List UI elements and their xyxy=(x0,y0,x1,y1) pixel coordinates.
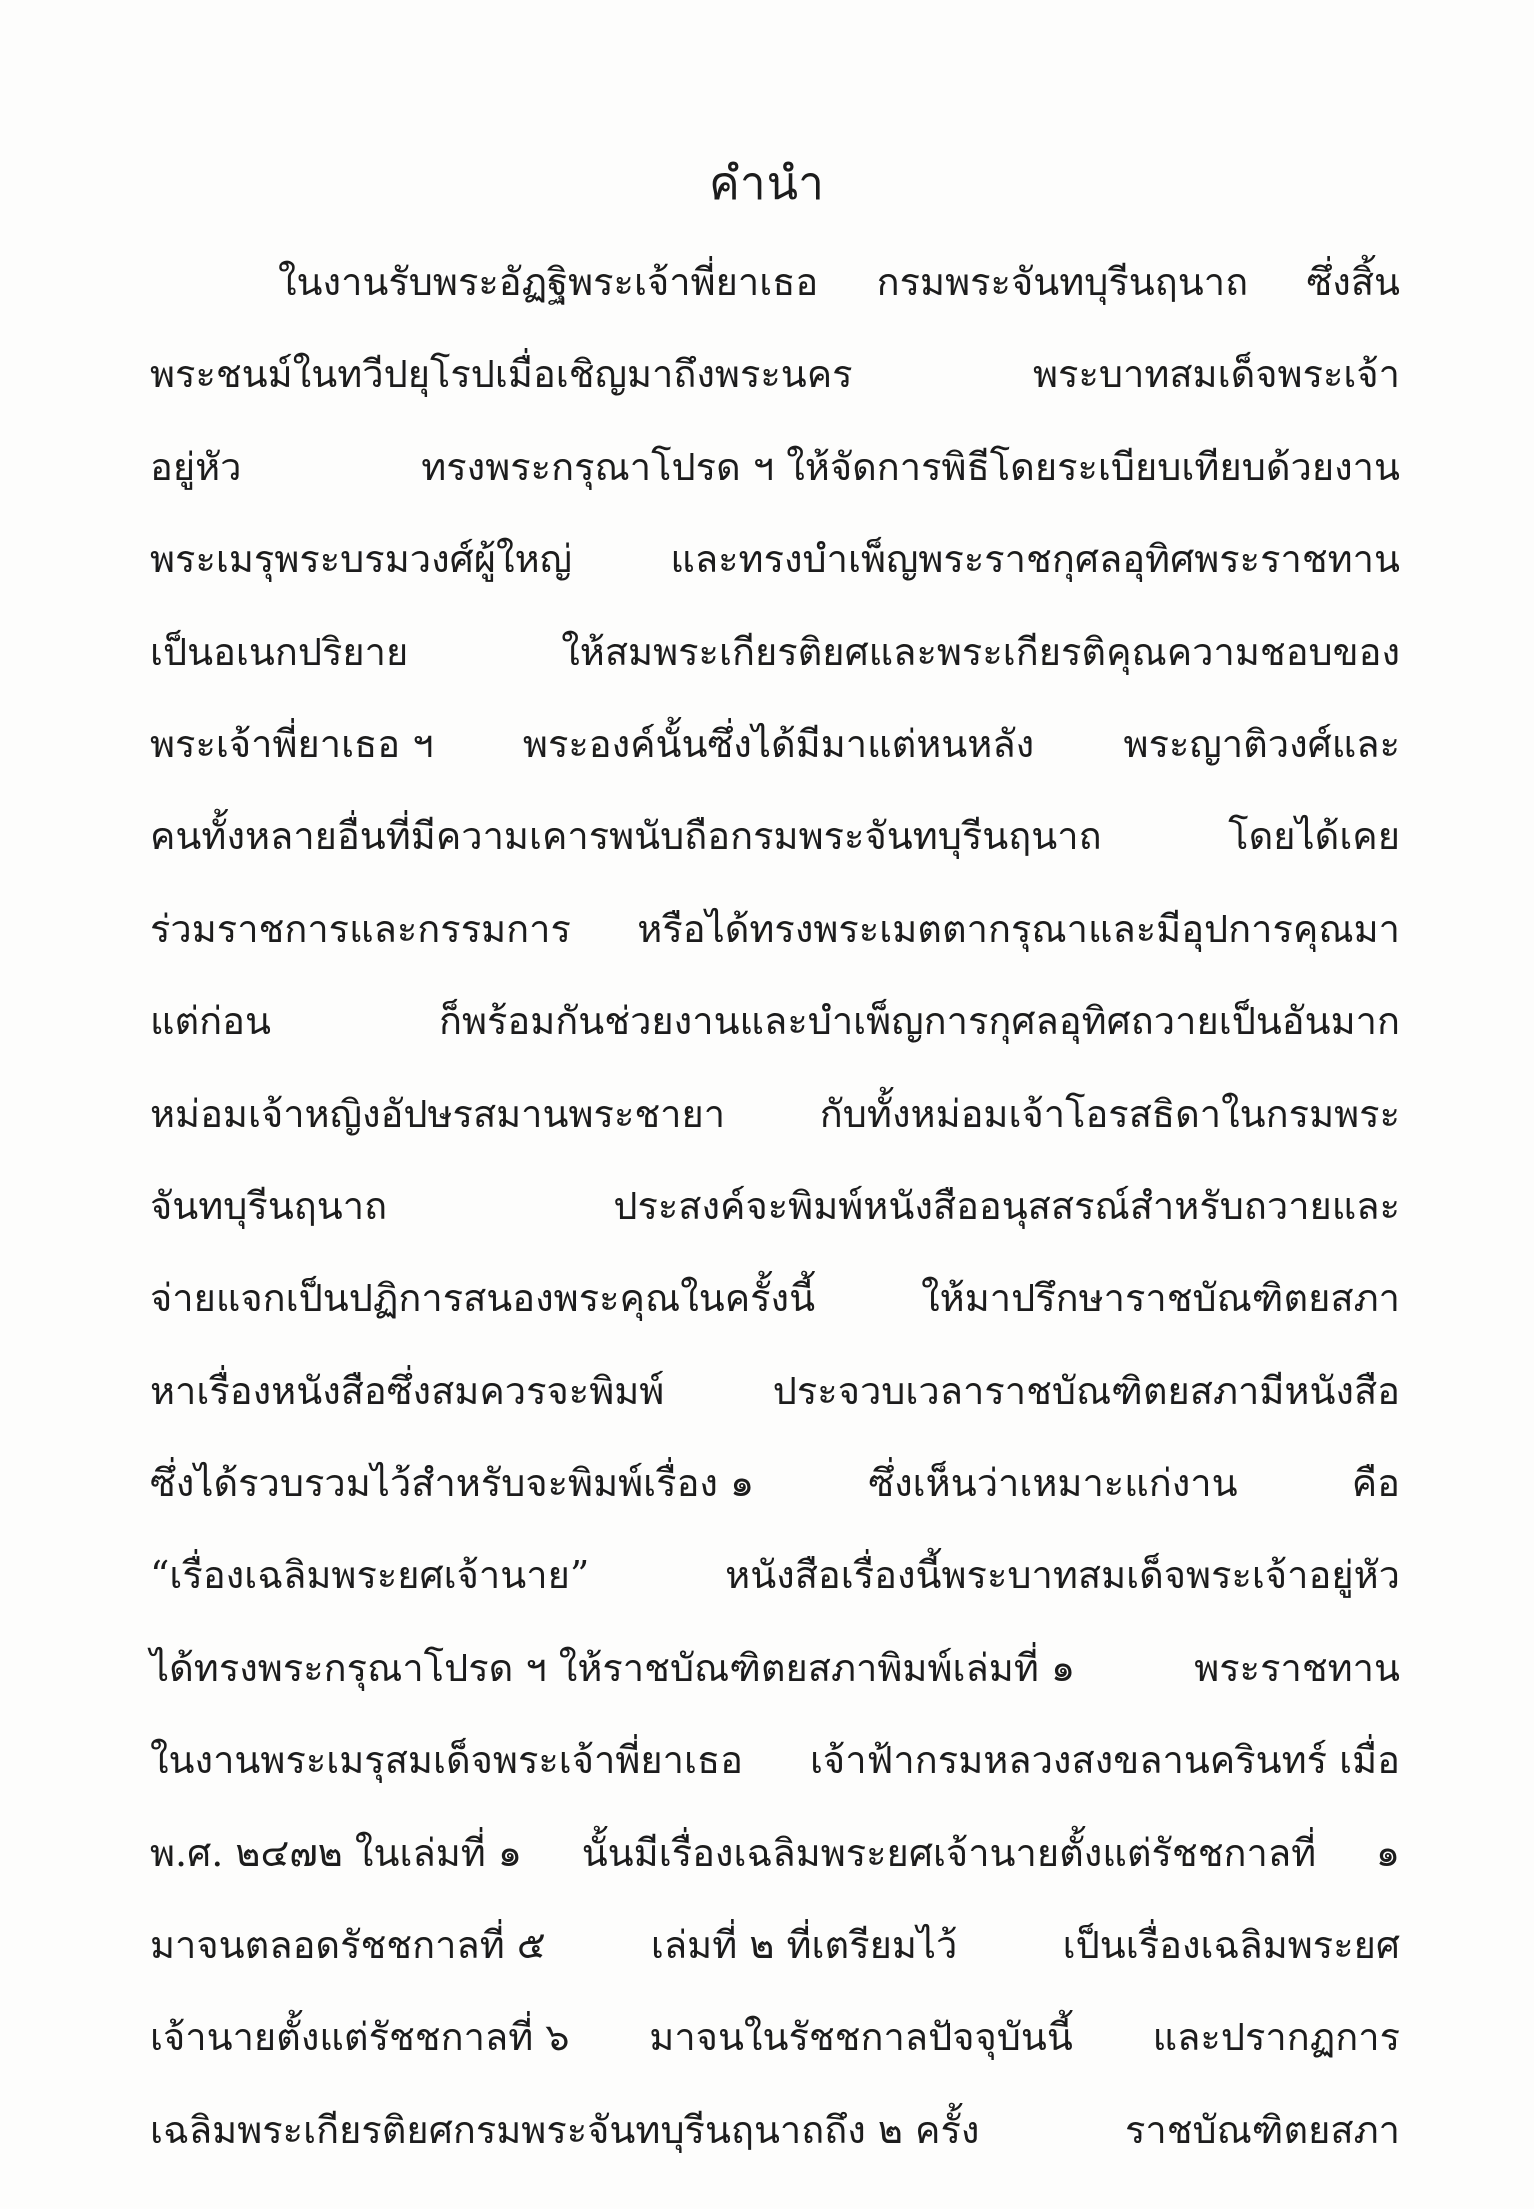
text-segment: ๑ xyxy=(1375,1830,1400,1875)
text-line xyxy=(150,790,1400,882)
text-segment: ร่วมราชการและกรรมการ xyxy=(150,906,571,951)
text-line xyxy=(150,1622,1400,1714)
page-title: คำนำ xyxy=(709,156,825,210)
text-line xyxy=(150,1252,1400,1344)
text-segment: ประสงค์จะพิมพ์หนังสืออนุสสรณ์สำหรับถวายและ xyxy=(613,1183,1400,1228)
text-line xyxy=(150,883,1400,975)
text-segment: จ่ายแจกเป็นปฏิการสนองพระคุณในครั้งนี้ xyxy=(150,1276,816,1321)
text-segment: กับทั้งหม่อมเจ้าโอรสธิดาในกรมพระ xyxy=(819,1091,1400,1136)
text-line xyxy=(150,1991,1400,2083)
text-segment: เล่มที่ ๒ ที่เตรียมไว้ xyxy=(650,1923,958,1968)
text-line xyxy=(150,606,1400,698)
text-segment: เป็นอเนกปริยาย xyxy=(150,629,409,674)
text-segment: หรือได้ทรงพระเมตตากรุณาและมีอุปการคุณมา xyxy=(637,906,1400,951)
text-segment: ก็พร้อมกันช่วยงานและบำเพ็ญการกุศลอุทิศถวายเป็นอันมาก xyxy=(438,999,1400,1044)
text-segment: เจ้าฟ้ากรมหลวงสงขลานครินทร์ เมื่อ xyxy=(809,1738,1400,1783)
text-segment: อยู่หัว xyxy=(150,444,242,489)
text-segment: เฉลิมพระเกียรติยศกรมพระจันทบุรีนฤนาถถึง ๒ ครั้ง xyxy=(150,2107,980,2152)
text-segment: นั้นมีเรื่องเฉลิมพระยศเจ้านายตั้งแต่รัชชกาลที่ xyxy=(581,1830,1317,1875)
text-line xyxy=(150,1437,1400,1529)
text-segment: พระญาติวงศ์และ xyxy=(1123,721,1400,766)
text-segment: “เรื่องเฉลิมพระยศเจ้านาย” xyxy=(150,1553,590,1598)
text-line xyxy=(150,975,1400,1067)
text-segment: ซึ่งเห็นว่าเหมาะแก่งาน xyxy=(868,1461,1238,1506)
text-segment: เจ้านายตั้งแต่รัชชกาลที่ ๖ xyxy=(150,2015,570,2060)
text-line xyxy=(150,1807,1400,1899)
text-segment: พระเมรุพระบรมวงศ์ผู้ใหญ่ xyxy=(150,537,573,582)
text-segment: พระองค์นั้นซึ่งได้มีมาแต่หนหลัง xyxy=(522,721,1035,766)
text-segment: ในงานพระเมรุสมเด็จพระเจ้าพี่ยาเธอ xyxy=(150,1738,744,1783)
text-line xyxy=(150,513,1400,605)
text-segment: ในงานรับพระอัฏฐิพระเจ้าพี่ยาเธอ xyxy=(278,260,819,304)
text-segment: มาจนในรัชชกาลปัจจุบันนี้ xyxy=(649,2015,1073,2060)
text-segment: มาจนตลอดรัชชกาลที่ ๕ xyxy=(150,1923,546,1968)
text-segment: คือ xyxy=(1351,1461,1400,1506)
text-segment: ซึ่งได้รวบรวมไว้สำหรับจะพิมพ์เรื่อง ๑ xyxy=(150,1461,755,1506)
text-segment: พ.ศ. ๒๔๗๒ ในเล่มที่ ๑ xyxy=(150,1830,523,1875)
text-line xyxy=(150,236,1400,328)
text-segment: พระชนม์ในทวีปยุโรปเมื่อเชิญมาถึงพระนคร xyxy=(150,352,853,397)
text-segment: กรมพระจันทบุรีนฤนาถ xyxy=(876,260,1249,304)
text-segment: แต่ก่อน xyxy=(150,999,271,1044)
text-line xyxy=(150,1160,1400,1252)
text-line xyxy=(150,1345,1400,1437)
body-text xyxy=(150,236,1400,2176)
text-segment: หม่อมเจ้าหญิงอัปษรสมานพระชายา xyxy=(150,1091,726,1136)
text-line xyxy=(150,698,1400,790)
text-segment: ประจวบเวลาราชบัณฑิตยสภามีหนังสือ xyxy=(772,1368,1400,1413)
text-segment: พระบาทสมเด็จพระเจ้า xyxy=(1032,352,1400,397)
text-segment: คนทั้งหลายอื่นที่มีความเคารพนับถือกรมพระจันทบุรีนฤนาถ xyxy=(150,814,1102,859)
text-line xyxy=(150,1529,1400,1621)
text-line xyxy=(150,1899,1400,1991)
text-segment: หาเรื่องหนังสือซึ่งสมควรจะพิมพ์ xyxy=(150,1368,665,1413)
text-segment: ราชบัณฑิตยสภา xyxy=(1125,2107,1400,2152)
text-segment: โดยได้เคย xyxy=(1228,814,1400,859)
text-line xyxy=(150,328,1400,420)
text-segment: จันทบุรีนฤนาถ xyxy=(150,1183,388,1228)
text-segment: ซึ่งสิ้น xyxy=(1306,260,1400,304)
text-segment: หนังสือเรื่องนี้พระบาทสมเด็จพระเจ้าอยู่หัว xyxy=(725,1553,1400,1598)
text-segment: ทรงพระกรุณาโปรด ฯ ให้จัดการพิธีโดยระเบียบเทียบด้วยงาน xyxy=(421,444,1400,489)
text-line xyxy=(150,421,1400,513)
text-segment: และปรากฏการ xyxy=(1152,2015,1400,2060)
text-segment: ให้มาปรึกษาราชบัณฑิตยสภา xyxy=(921,1276,1400,1321)
text-line xyxy=(150,1068,1400,1160)
text-segment: ได้ทรงพระกรุณาโปรด ฯ ให้ราชบัณฑิตยสภาพิมพ์เล่มที่ ๑ xyxy=(150,1645,1076,1690)
text-line xyxy=(150,1714,1400,1806)
text-segment: พระเจ้าพี่ยาเธอ ฯ xyxy=(150,721,434,766)
text-segment: และทรงบำเพ็ญพระราชกุศลอุทิศพระราชทาน xyxy=(670,537,1400,582)
text-segment: พระราชทาน xyxy=(1194,1645,1400,1690)
text-segment: ให้สมพระเกียรติยศและพระเกียรติคุณความชอบของ xyxy=(561,629,1400,674)
text-line xyxy=(150,2084,1400,2176)
text-segment: เป็นเรื่องเฉลิมพระยศ xyxy=(1062,1923,1400,1968)
